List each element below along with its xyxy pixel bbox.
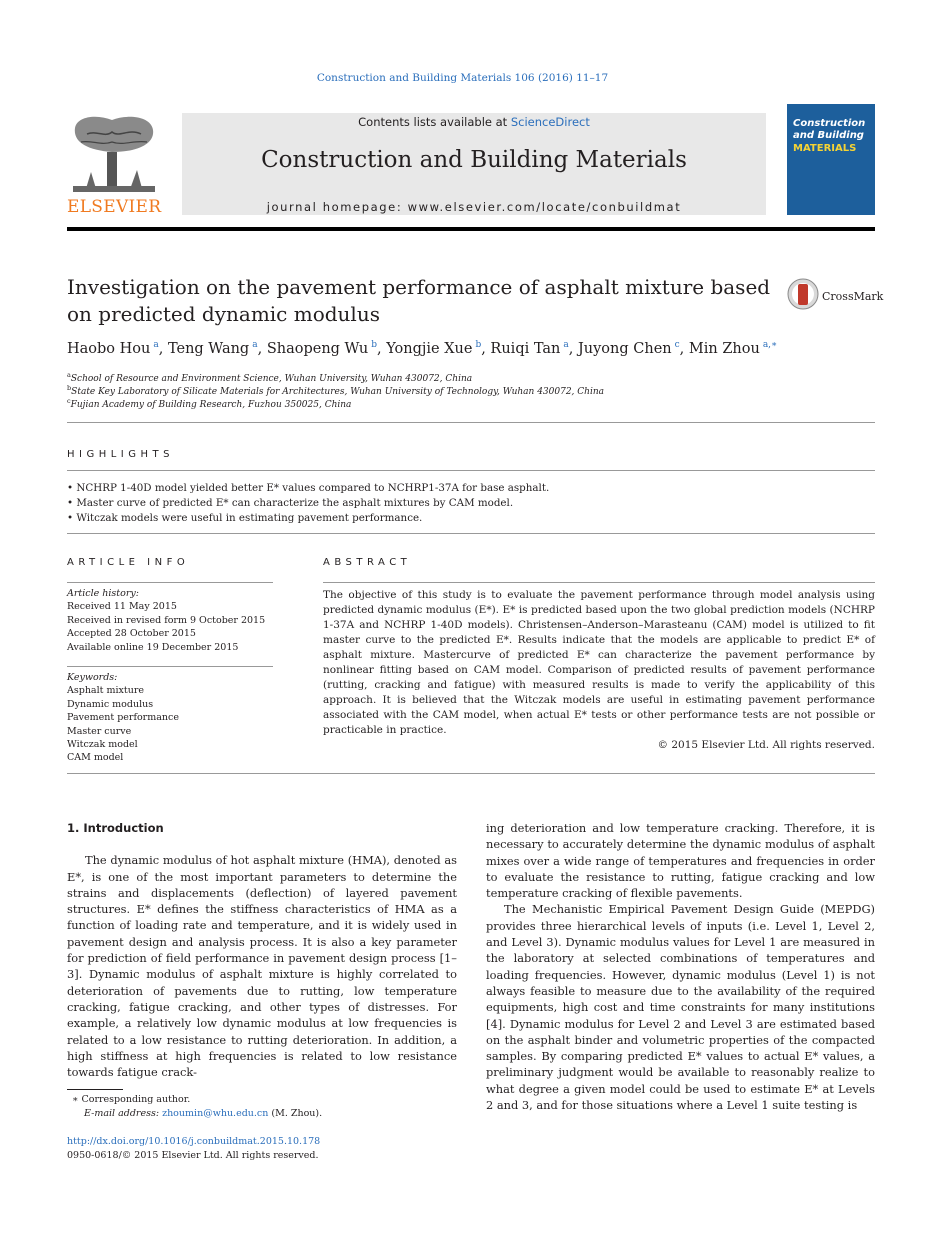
journal-reference[interactable]: Construction and Building Materials 106 (2016) 11–17 — [316, 72, 609, 84]
keywords — [67, 671, 277, 765]
author-affiliation-mark[interactable]: b — [475, 340, 482, 350]
email-link[interactable]: zhoumin@whu.edu.cn — [162, 1108, 269, 1119]
corresponding-author-note: ∗ Corresponding author. — [72, 1094, 191, 1105]
keyword: Asphalt mixture — [67, 685, 144, 697]
author-affiliation-mark[interactable]: a — [563, 340, 569, 350]
journal-homepage[interactable]: journal homepage: www.elsevier.com/locate/conbuildmat — [266, 200, 682, 214]
highlight-item: • Master curve of predicted E* can characterize the asphalt mixtures by CAM model. — [67, 497, 514, 509]
divider — [323, 582, 875, 583]
keyword: CAM model — [67, 752, 124, 764]
elsevier-tree-logo — [67, 112, 161, 196]
article-history — [67, 587, 277, 654]
keyword: Pavement performance — [67, 712, 179, 724]
author-name: Min Zhou — [688, 340, 760, 357]
cover-subtitle: MATERIALS — [793, 143, 857, 154]
journal-title: Construction and Building Materials — [261, 147, 687, 173]
contents-available: Contents lists available at ScienceDirect — [358, 115, 590, 129]
crossmark-icon[interactable] — [787, 278, 819, 310]
crossmark-label[interactable]: CrossMark — [822, 290, 884, 303]
history-revised: Received in revised form 9 October 2015 — [67, 614, 266, 626]
keyword: Master curve — [67, 725, 132, 737]
author-name: Haobo Hou — [67, 340, 151, 357]
keyword: Witczak model — [67, 739, 138, 751]
divider — [67, 773, 875, 774]
footnote-rule — [67, 1089, 123, 1090]
body-right-column — [486, 820, 875, 1113]
article-title: Investigation on the pavement performance of asphalt mixture based on predicted dynamic modulus — [67, 275, 771, 326]
abstract-heading: ABSTRACT — [323, 557, 412, 568]
author-affiliation-mark[interactable]: a — [252, 340, 258, 350]
author-affiliation-mark[interactable]: a — [153, 340, 159, 350]
author-list: Haobo Hou $^a$, Teng Wang $^a$, Shaopeng Wu $^b$, Yongjie Xue $^b$, Ruiqi Tan $^a$, Juyong Chen $^c$, Min Zhou $^{a,∗}$ — [67, 340, 778, 357]
abstract-body — [323, 588, 875, 753]
elsevier-wordmark: ELSEVIER — [67, 197, 162, 217]
doi-link[interactable]: http://dx.doi.org/10.1016/j.conbuildmat.2015.10.178 — [67, 1136, 321, 1147]
author-name: Ruiqi Tan — [490, 340, 561, 357]
divider — [67, 470, 875, 471]
cover-title: Construction and Building — [793, 118, 866, 141]
intro-paragraph: The dynamic modulus of hot asphalt mixture (HMA), denoted as E*, is one of the most important parameters to determine the strains and displacements (deflection) of layered pavement structures. E* defines the stiffness characteristics of HMA as a function of loading rate and temperature, and it is widely used in pavement design and analysis process. It is also a key parameter for prediction of field performance in pavement design process [1–3]. Dynamic modulus of asphalt mixture is highly correlated to deterioration of pavements due to rutting, low temperature cracking, fatigue cracking, and other types of distresses. For example, a relatively low dynamic modulus at low frequencies is related to a low resistance to rutting deterioration. In addition, a high stiffness at high frequencies is related to low resistance towards fatigue crack- — [67, 853, 457, 1080]
history-accepted: Accepted 28 October 2015 — [67, 628, 196, 640]
divider — [67, 666, 273, 667]
history-label: Article history: — [67, 588, 139, 599]
author-affiliation-mark[interactable]: b — [371, 340, 377, 350]
author-name: Teng Wang — [167, 340, 250, 357]
author-name: Juyong Chen — [577, 340, 672, 357]
email-note: E-mail address: zhoumin@whu.edu.cn (M. Zhou). — [84, 1108, 323, 1119]
divider — [67, 582, 273, 583]
body-left-column — [67, 820, 457, 1080]
journal-header-box — [182, 113, 766, 215]
intro-paragraph-2: The Mechanistic Empirical Pavement Design Guide (MEPDG) provides three hierarchical levels of inputs (i.e. Level 1, Level 2, and Level 3). Dynamic modulus values for Level 1 are measured in the laboratory at selected combinations of temperatures and loading frequencies. However, dynamic modulus (Level 1) is not always feasible to measure due to the availability of the required equipments, high cost and time constraints for many institutions [4]. Dynamic modulus for Level 2 and Level 3 are estimated based on the asphalt binder and volumetric properties of the compacted samples. By comparing predicted E* values to actual E* values, a preliminary judgment would be available to reasonably realize to what degree a given model could be used to estimate E* at Levels 2 and 3, and for those situations where a Level 1 suite testing is — [486, 902, 875, 1113]
header-rule — [67, 227, 875, 231]
highlights-heading: HIGHLIGHTS — [67, 449, 174, 460]
history-received: Received 11 May 2015 — [67, 601, 177, 613]
author-name: Yongjie Xue — [386, 340, 473, 357]
sciencedirect-link[interactable]: ScienceDirect — [510, 115, 590, 129]
journal-cover — [787, 104, 875, 215]
author-name: Shaopeng Wu — [266, 340, 369, 357]
affiliation-b: $^b$State Key Laboratory of Silicate Materials for Architectures, Wuhan University of Technology, Wuhan 430072, China — [67, 384, 604, 397]
abstract-copyright: © 2015 Elsevier Ltd. All rights reserved. — [657, 739, 875, 751]
highlight-item: • NCHRP 1-40D model yielded better E* values compared to NCHRP1-37A for base asphalt. — [67, 482, 550, 494]
affiliation-a: $^a$School of Resource and Environment Science, Wuhan University, Wuhan 430072, China — [67, 371, 473, 384]
author-affiliation-mark[interactable]: a,∗ — [762, 340, 778, 350]
intro-paragraph-continued: ing deterioration and low temperature cracking. Therefore, it is necessary to accurately determine the dynamic modulus of asphalt mixes over a wide range of temperatures and frequencies in order to evaluate the resistance to rutting, fatigue cracking and low temperature cracking of flexible pavements. — [486, 821, 875, 901]
section-title: 1. Introduction — [67, 821, 164, 835]
author-affiliation-mark[interactable]: c — [674, 340, 680, 350]
keyword: Dynamic modulus — [67, 698, 154, 710]
highlight-item: • Witczak models were useful in estimating pavement performance. — [67, 512, 423, 524]
history-online: Available online 19 December 2015 — [67, 641, 239, 653]
article-info-heading: ARTICLE INFO — [67, 557, 190, 568]
abstract-text: The objective of this study is to evaluate the pavement performance through model analysis using predicted dynamic modulus (E*). E* is predicted based upon the two global prediction models (NCHRP 1-37A and NCHRP 1-40D models). Christensen–Anderson–Marasteanu (CAM) model is utilized to fit master curve to the predicted E*. Results indicate that the models are applicable to predict E* of asphalt mixture. Mastercurve of predicted E* can characterize the pavement performance by nonlinear fitting based on CAM model. Comparison of predicted results of pavement performance (rutting, cracking and fatigue) with measured results is made to verify the applicability of this approach. It is believed that the Witczak models are useful in estimating pavement performance associated with the CAM model, when actual E* tests or other performance tests are not possible or practicable in practice. — [323, 589, 875, 736]
keywords-label: Keywords: — [67, 672, 118, 683]
issn-line: 0950-0618/© 2015 Elsevier Ltd. All rights reserved. — [67, 1150, 319, 1161]
divider — [67, 422, 875, 423]
divider — [67, 533, 875, 534]
affiliation-c: $^c$Fujian Academy of Building Research, Fuzhou 350025, China — [67, 397, 352, 410]
